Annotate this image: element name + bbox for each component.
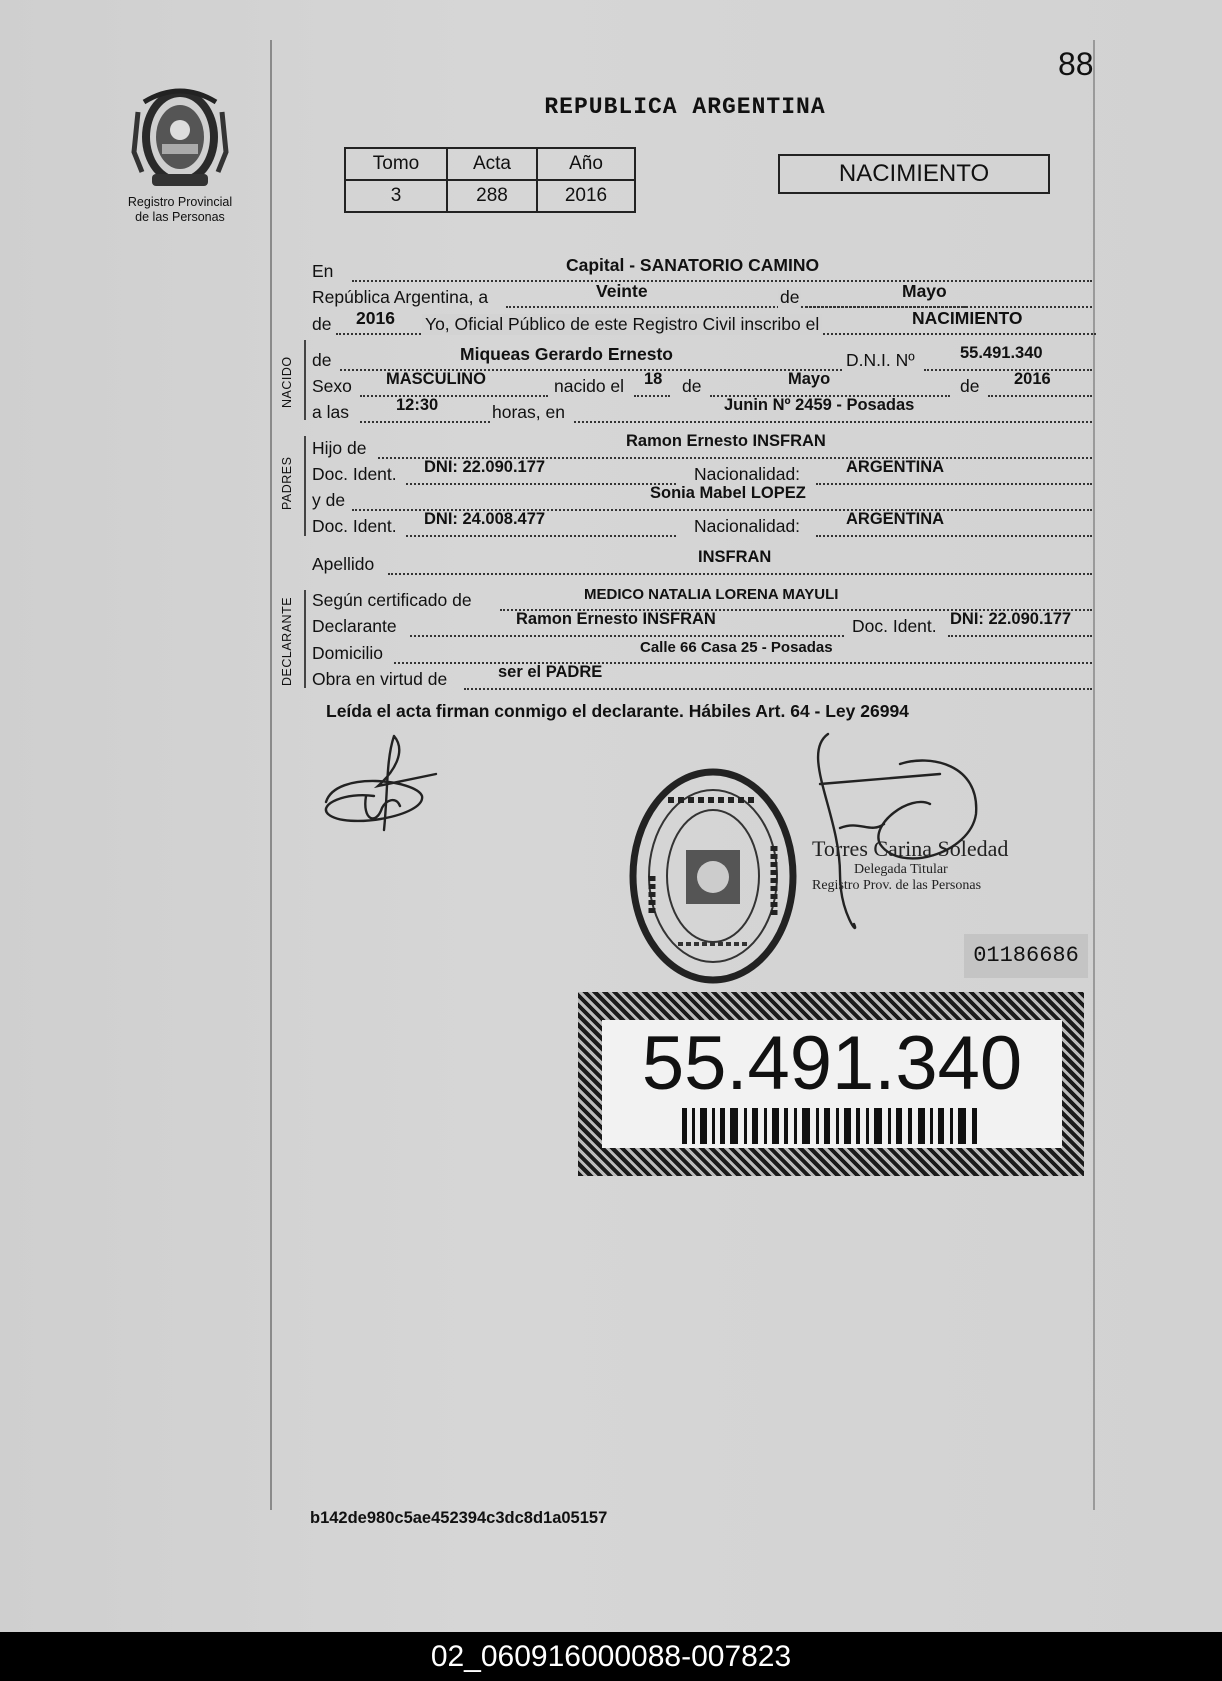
row-domicilio (312, 641, 1092, 665)
hora-value: 12:30 (396, 396, 439, 414)
hijo-label: Hijo de (312, 438, 367, 458)
acta-header: Acta (447, 148, 537, 180)
row-madre (312, 484, 1092, 512)
obra-label: Obra en virtud de (312, 669, 448, 689)
tomo-value: 3 (345, 180, 447, 212)
nacido-section-line (304, 340, 306, 420)
padre-value: Ramon Ernesto INSFRAN (626, 432, 826, 450)
page-number: 88 (1058, 46, 1094, 82)
nacido-de-label: de (312, 350, 332, 370)
republica-label: República Argentina, a (312, 287, 489, 307)
padre-nac-label: Nacionalidad: (694, 464, 801, 484)
alas-label: a las (312, 402, 349, 422)
nombre-value: Miqueas Gerardo Ernesto (460, 344, 673, 364)
dia-value: 18 (644, 370, 663, 388)
inscribo-value: NACIMIENTO (912, 308, 1023, 328)
padre-doc-value: DNI: 22.090.177 (424, 458, 546, 476)
row-republica (312, 281, 1092, 309)
certificado-label: Según certificado de (312, 590, 472, 610)
domicilio-label: Domicilio (312, 643, 383, 663)
lugar-value: Junin Nº 2459 - Posadas (724, 396, 915, 414)
declarante-section-line (304, 590, 306, 688)
horas-label: horas, en (492, 402, 565, 422)
padre-nac-value: ARGENTINA (846, 458, 945, 476)
domicilio-value: Calle 66 Casa 25 - Posadas (640, 639, 833, 656)
nacido-section-label: NACIDO (280, 356, 294, 408)
declarant-signature (316, 730, 448, 850)
padres-section-line (304, 436, 306, 536)
madre-value: Sonia Mabel LOPEZ (650, 484, 806, 502)
declarante-label: Declarante (312, 616, 397, 636)
de2-label: de (682, 376, 702, 396)
barcode-icon (682, 1108, 982, 1144)
registry-caption-line1: Registro Provincial (127, 195, 233, 209)
dni-label: D.N.I. Nº (846, 350, 915, 370)
sticker-id-number: 55.491.340 (641, 1021, 1023, 1106)
declarante-section-label: DECLARANTE (280, 596, 294, 686)
row-nombre (312, 344, 1092, 372)
declarante-doc-label: Doc. Ident. (852, 616, 937, 636)
official-name: Torres Carina Soledad (812, 836, 1009, 861)
dotted-line (806, 288, 1092, 308)
row-en (312, 255, 1092, 283)
madre-nac-label: Nacionalidad: (694, 516, 801, 536)
en-label: En (312, 261, 334, 281)
oficial-text: Yo, Oficial Público de este Registro Civil inscribo el (422, 314, 822, 335)
padre-doc-label: Doc. Ident. (312, 464, 397, 484)
document-title: REPUBLICA ARGENTINA (544, 94, 826, 120)
registry-caption-line2: de las Personas (135, 210, 225, 224)
anio-value: 2016 (537, 180, 635, 212)
closing-text: Leída el acta firman conmigo el declarante. Hábiles Art. 64 - Ley 26994 (326, 701, 909, 721)
official-office: Registro Prov. de las Personas (812, 878, 982, 893)
de-label: de (312, 314, 332, 334)
acta-value: 288 (447, 180, 537, 212)
tomo-header: Tomo (345, 148, 447, 180)
official-signature-block (812, 836, 1008, 894)
registry-table (344, 147, 636, 213)
registry-caption (112, 195, 248, 225)
row-oficial (312, 308, 1092, 336)
row-apellido (312, 548, 1092, 576)
dni-value: 55.491.340 (960, 344, 1043, 362)
official-role: Delegada Titular (854, 862, 948, 877)
dni-sticker-label (602, 1020, 1062, 1148)
obra-value: ser el PADRE (498, 663, 603, 681)
apellido-label: Apellido (312, 554, 375, 574)
sexo-label: Sexo (312, 376, 352, 396)
sexo-value: MASCULINO (386, 370, 486, 388)
declarante-doc-value: DNI: 22.090.177 (950, 610, 1072, 628)
official-stamp (628, 766, 798, 986)
row-obra (312, 663, 1092, 691)
row-hijo (312, 432, 1092, 460)
serial-number: 01186686 (964, 934, 1088, 978)
misiones-coat-of-arms-logo (130, 82, 230, 192)
en-value: Capital - SANATORIO CAMINO (566, 255, 820, 275)
madre-nac-value: ARGENTINA (846, 510, 945, 528)
row-hora (312, 396, 1092, 424)
anio-nac-value: 2016 (1014, 370, 1051, 388)
row-padre-doc (312, 458, 1092, 486)
apellido-value: INSFRAN (698, 548, 772, 566)
year-value: 2016 (356, 308, 395, 328)
record-type-box: NACIMIENTO (778, 154, 1050, 194)
document-hash: b142de980c5ae452394c3dc8d1a05157 (310, 1509, 608, 1527)
mes-value: Mayo (788, 370, 831, 388)
nacido-el-label: nacido el (554, 376, 625, 396)
row-certificado (312, 588, 1092, 612)
file-identifier-bar: 02_060916000088-007823 (0, 1632, 1222, 1681)
dia-text-value: Veinte (596, 281, 648, 301)
madre-doc-value: DNI: 24.008.477 (424, 510, 546, 528)
row-madre-doc (312, 510, 1092, 538)
row-declarante (312, 610, 1092, 638)
madre-doc-label: Doc. Ident. (312, 516, 397, 536)
de3-label: de (960, 376, 980, 396)
row-sexo (312, 370, 1092, 398)
anio-header: Año (537, 148, 635, 180)
republica-de-label: de (780, 287, 800, 307)
padres-section-label: PADRES (280, 456, 294, 510)
certificado-value: MEDICO NATALIA LORENA MAYULI (584, 586, 839, 603)
mes-text-value: Mayo (902, 281, 947, 301)
left-margin-line (270, 40, 272, 1510)
yde-label: y de (312, 490, 346, 510)
declarante-value: Ramon Ernesto INSFRAN (516, 610, 716, 628)
dni-sticker (578, 992, 1084, 1176)
right-margin-line (1093, 40, 1095, 1510)
